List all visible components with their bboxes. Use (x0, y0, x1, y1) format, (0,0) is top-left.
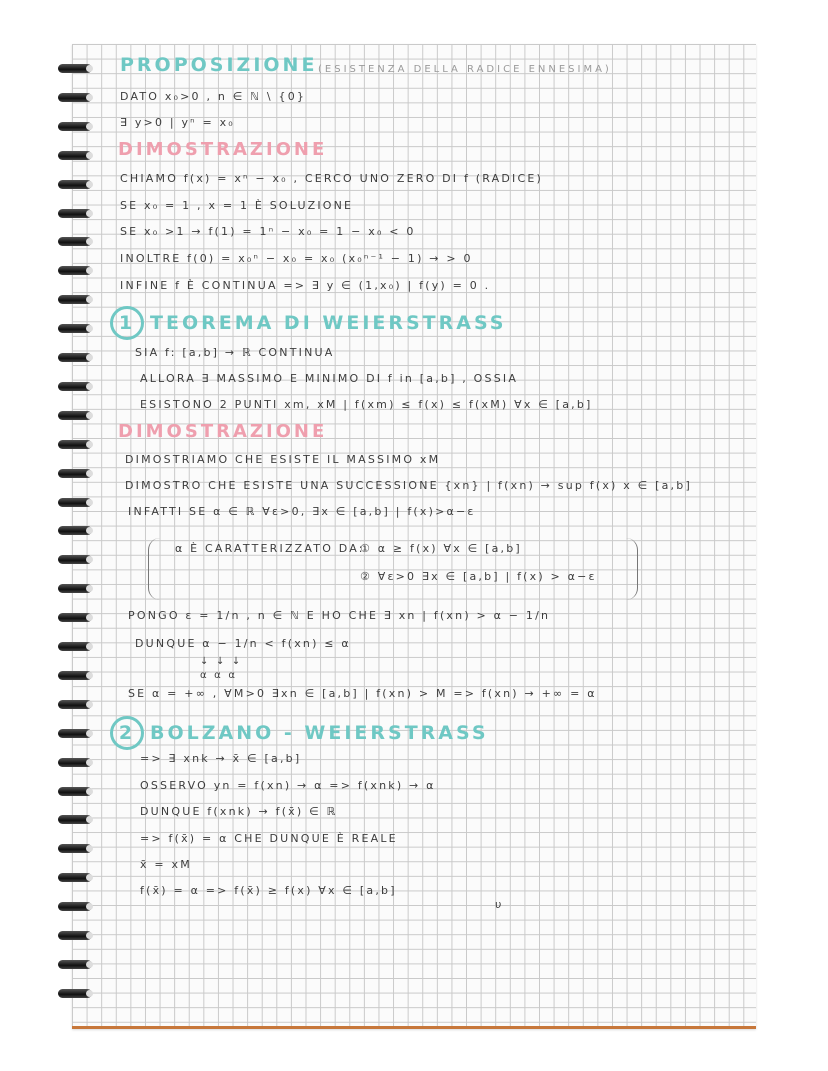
punch-hole (86, 903, 93, 910)
punch-hole (86, 932, 93, 939)
punch-hole (86, 701, 93, 708)
notebook-page (72, 44, 756, 1029)
text-line: ① α ≥ f(x) ∀x ∈ [a,b] (360, 542, 522, 555)
arrow-row: ↓ ↓ ↓ (200, 656, 243, 667)
section-heading (110, 716, 489, 750)
spiral-binding (58, 0, 98, 1071)
punch-hole (86, 325, 93, 332)
text-line: INFINE f È CONTINUA => ∃ y ∈ (1,x₀) | f(y) = 0 . (120, 279, 491, 292)
punch-hole (86, 816, 93, 823)
punch-hole (86, 94, 93, 101)
proof-title: DIMOSTRAZIONE (118, 139, 328, 160)
punch-hole (86, 267, 93, 274)
punch-hole (86, 354, 93, 361)
punch-hole (86, 585, 93, 592)
proposition-title: PROPOSIZIONE (120, 54, 318, 76)
text-line: => ∃ xnk → x̄ ∈ [a,b] (140, 752, 302, 765)
punch-hole (86, 470, 93, 477)
punch-hole (86, 990, 93, 997)
limit-row: α α α (200, 670, 238, 681)
punch-hole (86, 210, 93, 217)
punch-hole (86, 961, 93, 968)
punch-hole (86, 123, 93, 130)
text-line: SE x₀ >1 → f(1) = 1ⁿ − x₀ = 1 − x₀ < 0 (120, 225, 416, 238)
theorem-heading (110, 306, 507, 340)
section-title: BOLZANO - WEIERSTRASS (150, 722, 489, 744)
text-line: ∃ y>0 | yⁿ = x₀ (120, 116, 235, 129)
punch-hole (86, 788, 93, 795)
punch-hole (86, 499, 93, 506)
text-line: DUNQUE α − 1/n < f(xn) ≤ α (135, 637, 351, 650)
text-line: OSSERVO yn = f(xn) → α => f(xnk) → α (140, 779, 436, 792)
text-line: ② ∀ε>0 ∃x ∈ [a,b] | f(x) > α−ε (360, 570, 597, 583)
text-line: SIA f: [a,b] → ℝ CONTINUA (135, 346, 335, 359)
punch-hole (86, 383, 93, 390)
text-line: DIMOSTRO CHE ESISTE UNA SUCCESSIONE {xn} | f(xn) → sup f(x) x ∈ [a,b] (125, 479, 692, 492)
punch-hole (86, 556, 93, 563)
text-line: INOLTRE f(0) = x₀ⁿ − x₀ = x₀ (x₀ⁿ⁻¹ − 1) → > 0 (120, 252, 473, 265)
text-line: SE x₀ = 1 , x = 1 È SOLUZIONE (120, 199, 354, 212)
end-mark: υ (495, 898, 504, 911)
text-line: α È CARATTERIZZATO DA: (175, 542, 365, 555)
punch-hole (86, 152, 93, 159)
punch-hole (86, 296, 93, 303)
punch-hole (86, 845, 93, 852)
text-line: => f(x̄) = α CHE DUNQUE È REALE (140, 832, 398, 845)
text-line: DIMOSTRIAMO CHE ESISTE IL MASSIMO xM (125, 453, 441, 466)
punch-hole (86, 441, 93, 448)
text-line: ESISTONO 2 PUNTI xm, xM | f(xm) ≤ f(x) ≤ f(xM) ∀x ∈ [a,b] (140, 398, 593, 411)
punch-hole (86, 412, 93, 419)
text-line: DUNQUE f(xnk) → f(x̄) ∈ ℝ (140, 805, 338, 818)
theorem-title: TEOREMA DI WEIERSTRASS (150, 312, 507, 334)
text-line: ALLORA ∃ MASSIMO E MINIMO DI f in [a,b] , OSSIA (140, 372, 519, 385)
text-line: x̄ = xM (140, 858, 192, 871)
punch-hole (86, 730, 93, 737)
punch-hole (86, 238, 93, 245)
proposition-subtitle: (ESISTENZA DELLA RADICE ENNESIMA) (318, 64, 612, 75)
punch-hole (86, 874, 93, 881)
punch-hole (86, 672, 93, 679)
section-number: 2 (110, 716, 144, 750)
punch-hole (86, 643, 93, 650)
punch-hole (86, 614, 93, 621)
theorem-number: 1 (110, 306, 144, 340)
proof-title: DIMOSTRAZIONE (118, 421, 328, 442)
punch-hole (86, 759, 93, 766)
text-line: DATO x₀>0 , n ∈ ℕ \ {0} (120, 90, 307, 103)
text-line: SE α = +∞ , ∀M>0 ∃xn ∈ [a,b] | f(xn) > M => f(xn) → +∞ = α (128, 687, 597, 700)
text-line: CHIAMO f(x) = xⁿ − x₀ , CERCO UNO ZERO DI f (RADICE) (120, 172, 543, 185)
punch-hole (86, 181, 93, 188)
text-line: f(x̄) = α => f(x̄) ≥ f(x) ∀x ∈ [a,b] (140, 884, 397, 897)
punch-hole (86, 527, 93, 534)
text-line: PONGO ε = 1/n , n ∈ ℕ E HO CHE ∃ xn | f(xn) > α − 1/n (128, 609, 551, 622)
text-line: INFATTI SE α ∈ ℝ ∀ε>0, ∃x ∈ [a,b] | f(x)>α−ε (128, 505, 476, 518)
punch-hole (86, 65, 93, 72)
